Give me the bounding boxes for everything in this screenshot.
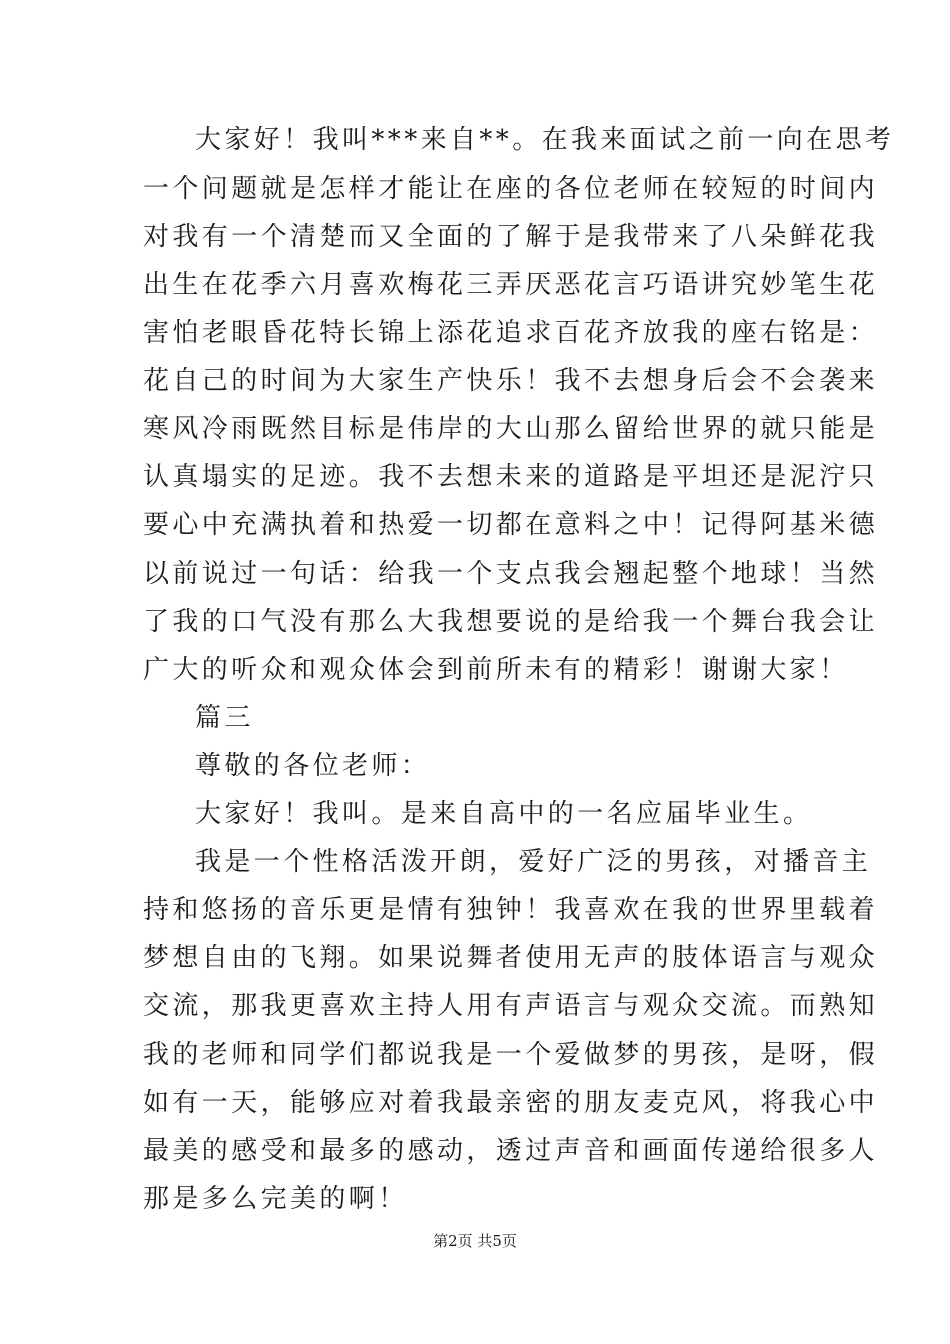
paragraph-line: 寒风冷雨既然目标是伟岸的大山那么留给世界的就只能是 <box>143 414 879 444</box>
paragraph-line: 了我的口气没有那么大我想要说的是给我一个舞台我会让 <box>143 607 879 637</box>
paragraph-line: 最美的感受和最多的感动，透过声音和画面传递给很多人 <box>143 1136 879 1166</box>
page-footer <box>0 1232 950 1250</box>
paragraph-line: 大家好！我叫***来自**。在我来面试之前一向在思考 <box>195 125 895 155</box>
paragraph-line: 害怕老眼昏花特长锦上添花追求百花齐放我的座右铭是： <box>143 318 879 348</box>
paragraph-line: 要心中充满执着和热爱一切都在意料之中！记得阿基米德 <box>143 510 879 540</box>
paragraph-line: 以前说过一句话：给我一个支点我会翘起整个地球！当然 <box>143 559 879 589</box>
page-total: 共5页 <box>477 1232 517 1250</box>
page-number: 第2页 <box>433 1232 473 1250</box>
paragraph-line: 如有一天，能够应对着我最亲密的朋友麦克风，将我心中 <box>143 1088 879 1118</box>
paragraph-line: 对我有一个清楚而又全面的了解于是我带来了八朵鲜花我 <box>143 222 879 252</box>
paragraph-line: 大家好！我叫。是来自高中的一名应届毕业生。 <box>195 799 813 829</box>
section-heading: 篇三 <box>195 703 254 733</box>
paragraph-line: 梦想自由的飞翔。如果说舞者使用无声的肢体语言与观众 <box>143 943 879 973</box>
salutation: 尊敬的各位老师： <box>195 751 431 781</box>
paragraph-line: 交流，那我更喜欢主持人用有声语言与观众交流。而熟知 <box>143 991 879 1021</box>
paragraph-line: 认真塌实的足迹。我不去想未来的道路是平坦还是泥泞只 <box>143 462 879 492</box>
paragraph-line: 花自己的时间为大家生产快乐！我不去想身后会不会袭来 <box>143 366 879 396</box>
paragraph-line: 我是一个性格活泼开朗，爱好广泛的男孩，对播音主 <box>195 847 872 877</box>
paragraph-line: 广大的听众和观众体会到前所未有的精彩！谢谢大家！ <box>143 655 849 685</box>
paragraph-line: 那是多么完美的啊！ <box>143 1184 408 1214</box>
paragraph-line: 出生在花季六月喜欢梅花三弄厌恶花言巧语讲究妙笔生花 <box>143 270 879 300</box>
paragraph-line: 持和悠扬的音乐更是情有独钟！我喜欢在我的世界里载着 <box>143 895 879 925</box>
paragraph-line: 我的老师和同学们都说我是一个爱做梦的男孩，是呀，假 <box>143 1040 879 1070</box>
paragraph-line: 一个问题就是怎样才能让在座的各位老师在较短的时间内 <box>143 174 879 204</box>
